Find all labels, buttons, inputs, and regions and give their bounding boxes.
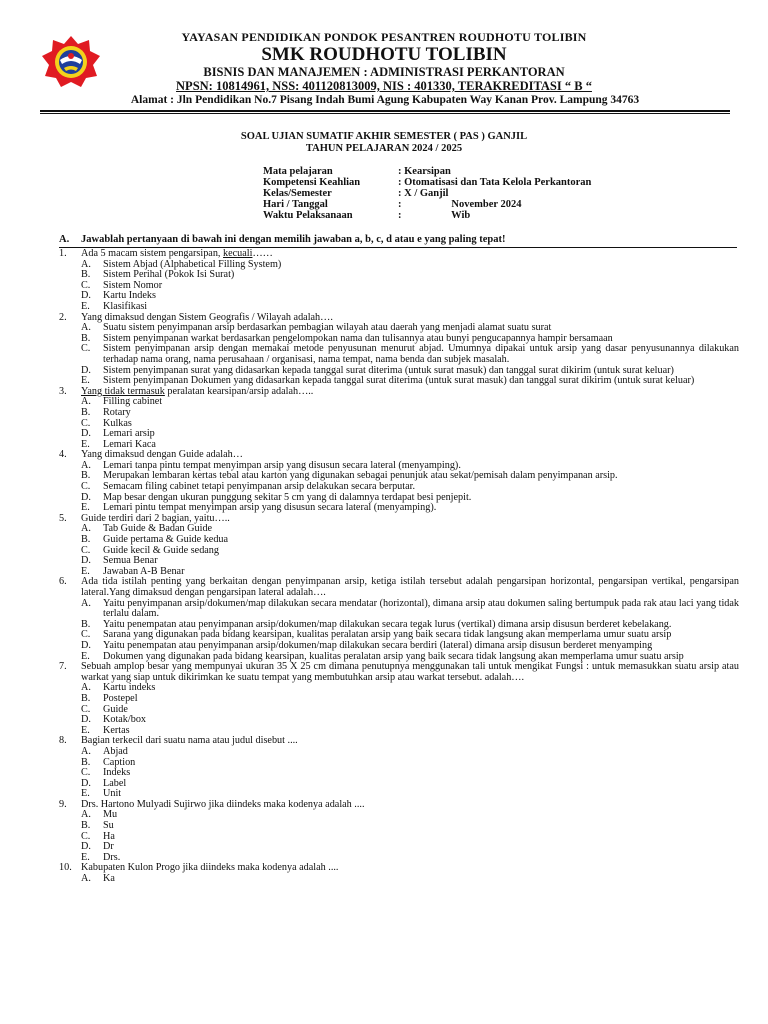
option-letter: A. [81,523,91,535]
school-logo [40,34,102,88]
question-number: 5. [59,512,67,524]
answer-option: D. Lemari arsip [81,428,155,440]
answer-option: A. Lemari tanpa pintu tempat menyimpan arsip yang disusun secara lateral (menyamping). [81,459,461,471]
answer-option: D. Map besar dengan ukuran punggung sekitar 5 cm yang di dalamnya terdapat besi penjepit. [81,491,472,503]
answer-option: C. Sistem penyimpanan arsip dengan memakai metode penyusunan menurut abjad. Umumnya dipakai untuk arsip yang dasar penyusunannya dilakukan terhadap nama orang, nama perusahaan / organisasi, nama tempat, nama benda dan subjek masalah. [81,343,739,365]
answer-option: D. Dr [81,841,114,853]
option-letter: E. [81,502,90,514]
answer-option: E. Unit [81,788,122,800]
option-letter: B. [81,756,91,768]
answer-option: B. Postepel [81,692,138,704]
option-letter: B. [81,332,91,344]
option-letter: C. [81,703,91,715]
answer-option: C. Indeks [81,767,131,779]
answer-option: C. Guide [81,703,128,715]
exam-title-block [0,131,768,155]
option-letter: E. [81,788,90,800]
answer-option: A. Ka [81,873,115,885]
section-letter: A. [59,234,70,245]
option-letter: C. [81,481,91,493]
exam-title: SOAL UJIAN SUMATIF AKHIR SEMESTER ( PAS ) GANJIL [240,131,528,142]
question-emphasis: Yang tidak termasuk [81,385,165,397]
answer-option: E. Sistem penyimpanan Dokumen yang didasarkan kepada tanggal surat diterima (untuk surat masuk) dan tanggal surat dikirim (untuk surat keluar) [81,375,695,387]
header-divider-thin [40,113,730,114]
question-text: 2. Yang dimaksud dengan Sistem Geografis / Wilayah adalah…. [59,311,333,323]
foundation-name: YAYASAN PENDIDIKAN PONDOK PESANTREN ROUDHOTU TOLIBIN [181,30,587,44]
answer-option: B. Guide pertama & Guide kedua [81,534,229,546]
answer-option: C. Sarana yang digunakan pada bidang kearsipan, kualitas peralatan arsip yang baik secara tidak langsung akan memperlama umur suatu arsip [81,629,672,641]
question-text: 5. Guide terdiri dari 2 bagian, yaitu….. [59,512,230,524]
info-value: : Otomatisasi dan Tata Kelola Perkantoran [398,177,592,188]
info-label: Kelas/Semester [263,188,332,199]
question-text: 10. Kabupaten Kulon Progo jika diindeks maka kodenya adalah .... [59,862,339,874]
school-name: SMK ROUDHOTU TOLIBIN [261,44,507,65]
option-letter: E. [81,565,90,577]
option-letter: A. [81,258,91,270]
option-letter: D. [81,714,91,726]
option-letter: E. [81,438,90,450]
question-text: 7. Sebuah amplop besar yang mempunyai ukuran 35 X 25 cm dimana penutupnya menggunakan tali untuk mengikat Fungsi : untuk memasukkan suatu arsip atau warkat yang siap untuk dikirimkan ke suatu tempat yang membutuhkan arsip atau warkat tersebut. adalah…. [59,661,739,683]
question-number: 2. [59,311,67,323]
question-number: 3. [59,385,67,397]
answer-option: A. Mu [81,809,118,821]
info-value: : Kearsipan [398,166,451,177]
answer-option: C. Ha [81,830,115,842]
program-name: BISNIS DAN MANAJEMEN : ADMINISTRASI PERKANTORAN [203,65,565,79]
option-letter: A. [81,459,91,471]
answer-option: B. Caption [81,756,136,768]
info-label: Waktu Pelaksanaan [263,210,353,221]
option-letter: D. [81,428,91,440]
info-value: : November 2024 [398,199,522,210]
header-divider [40,110,730,112]
option-letter: A. [81,322,91,334]
answer-option: D. Kotak/box [81,714,147,726]
answer-option: A. Sistem Abjad (Alphabetical Filling System) [81,258,282,270]
answer-option: A. Abjad [81,745,128,757]
question-number: 6. [59,576,67,588]
question-text: 6. Ada tida istilah penting yang berkaitan dengan penyimpanan arsip, ketiga istilah tersebut adalah pengarsipan horizontal, pengarsipan vertikal, pengarsipan lateral.Yang dimaksud dengan pengarsipan lateral adalah…. [59,576,739,598]
option-letter: C. [81,343,91,355]
option-letter: E. [81,724,90,736]
option-letter: C. [81,544,91,556]
answer-option: A. Filling cabinet [81,396,163,408]
question-text: 9. Drs. Hartono Mulyadi Sujirwo jika diindeks maka kodenya adalah .... [59,798,365,810]
question-number: 1. [59,248,67,259]
option-letter: E. [81,851,90,863]
answer-option: E. Drs. [81,851,121,863]
answer-option: A. Tab Guide & Badan Guide [81,523,213,535]
option-letter: A. [81,873,91,885]
section-text: Jawablah pertanyaan di bawah ini dengan memilih jawaban a, b, c, d atau e yang paling tepat! [81,234,506,245]
option-letter: B. [81,820,91,832]
question-number: 8. [59,735,67,747]
answer-option: D. Semua Benar [81,555,158,567]
option-letter: A. [81,745,91,757]
option-letter: B. [81,692,91,704]
school-ids: NPSN: 10814961, NSS: 401120813009, NIS : 401330, TERAKREDITASI “ B “ [176,79,592,93]
question-number: 9. [59,798,67,810]
section-instruction [59,233,737,248]
answer-option: B. Rotary [81,406,131,418]
answer-option: D. Kartu Indeks [81,290,156,302]
answer-option: B. Sistem Perihal (Pokok Isi Surat) [81,269,235,281]
answer-option: C. Kulkas [81,417,132,429]
letterhead [100,30,668,93]
answer-option: B. Sistem penyimpanan warkat berdasarkan pengelompokan nama dan tulisannya atau bunyi pengucapannya hampir bersamaan [81,332,613,344]
answer-option: D. Yaitu penempatan atau penyimpanan arsip/dokumen/map dilakukan secara berdiri (lateral) dimana arsip disusun berderet menyamping [81,639,653,651]
option-letter: C. [81,767,91,779]
option-letter: D. [81,290,91,302]
option-letter: B. [81,269,91,281]
option-letter: E. [81,375,90,387]
option-letter: E. [81,650,90,662]
question-text: 4. Yang dimaksud dengan Guide adalah… [59,449,243,461]
info-label: Hari / Tanggal [263,199,328,210]
option-letter: D. [81,841,91,853]
option-letter: B. [81,534,91,546]
answer-option: B. Merupakan lembaran kertas tebal atau karton yang digunakan sebagai penunjuk atau sekat/pemisah dalam penyimpanan arsip. [81,470,618,482]
answer-option: E. Lemari Kaca [81,438,156,450]
answer-option: C. Guide kecil & Guide sedang [81,544,219,556]
answer-option: C. Semacam filing cabinet tetapi penyimpanan arsip delakukan secara berputar. [81,481,416,493]
answer-option: A. Suatu sistem penyimpanan arsip berdasarkan pembagian wilayah atau daerah yang menjadi alamat suatu surat [81,322,552,334]
option-letter: A. [81,597,91,609]
question-number: 7. [59,661,67,673]
option-letter: C. [81,417,91,429]
question-emphasis: kecuali [223,248,253,259]
answer-option: E. Jawaban A-B Benar [81,565,185,577]
option-letter: D. [81,639,91,651]
option-letter: B. [81,470,91,482]
answer-option: A. Yaitu penyimpanan arsip/dokumen/map dilakukan secara mendatar (horizontal), dimana arsip atau dokumen saling bertumpuk pada rak atau laci yang tidak terlalu dalam. [81,597,739,620]
info-label: Kompetensi Keahlian [263,177,361,188]
answer-option: C. Sistem Nomor [81,279,163,291]
answer-option: E. Klasifikasi [81,300,148,312]
answer-option: D. Sistem penyimpanan surat yang didasarkan kepada tanggal surat diterima (untuk surat masuk) dan tanggal surat dikirim (untuk surat keluar) [81,364,674,376]
answer-option: D. Label [81,777,127,789]
info-label: Mata pelajaran [263,166,333,177]
option-letter: D. [81,364,91,376]
info-value: : X / Ganjil [398,188,449,199]
question-number: 4. [59,449,67,461]
option-letter: A. [81,809,91,821]
option-letter: D. [81,491,91,503]
answer-option: A. Kartu indeks [81,682,156,694]
option-letter: D. [81,555,91,567]
option-letter: D. [81,777,91,789]
answer-option: E. Dokumen yang digunakan pada bidang kearsipan, kualitas peralatan arsip yang baik secara tidak langsung akan memperlama umur suatu arsip [81,650,684,662]
question-text: 8. Bagian terkecil dari suatu nama atau judul disebut .... [59,735,298,747]
option-letter: E. [81,300,90,312]
option-letter: A. [81,396,91,408]
school-address: Alamat : Jln Pendidikan No.7 Pisang Indah Bumi Agung Kabupaten Way Kanan Prov. Lampung 34763 [130,94,640,106]
option-letter: C. [81,279,91,291]
question-list [59,249,739,885]
answer-option: B. Yaitu penempatan atau penyimpanan arsip/dokumen/map dilakukan secara tegak lurus (vertikal) dimana arsip disusun berderet kebelakang. [81,618,672,630]
option-letter: B. [81,406,91,418]
answer-option: B. Su [81,820,114,832]
question-number: 10. [59,862,72,874]
question-text: 3. Yang tidak termasuk peralatan kearsipan/arsip adalah….. [59,385,314,397]
answer-option: E. Lemari pintu tempat menyimpan arsip yang disusun secara lateral (menyamping). [81,502,437,514]
option-letter: B. [81,618,91,630]
option-letter: C. [81,830,91,842]
exam-year: TAHUN PELAJARAN 2024 / 2025 [305,143,463,154]
question-text: 1. Ada 5 macam sistem pengarsipan, kecuali…… [59,248,273,259]
option-letter: A. [81,682,91,694]
info-value: : Wib [398,210,471,221]
answer-option: E. Kertas [81,724,130,736]
option-letter: C. [81,629,91,641]
